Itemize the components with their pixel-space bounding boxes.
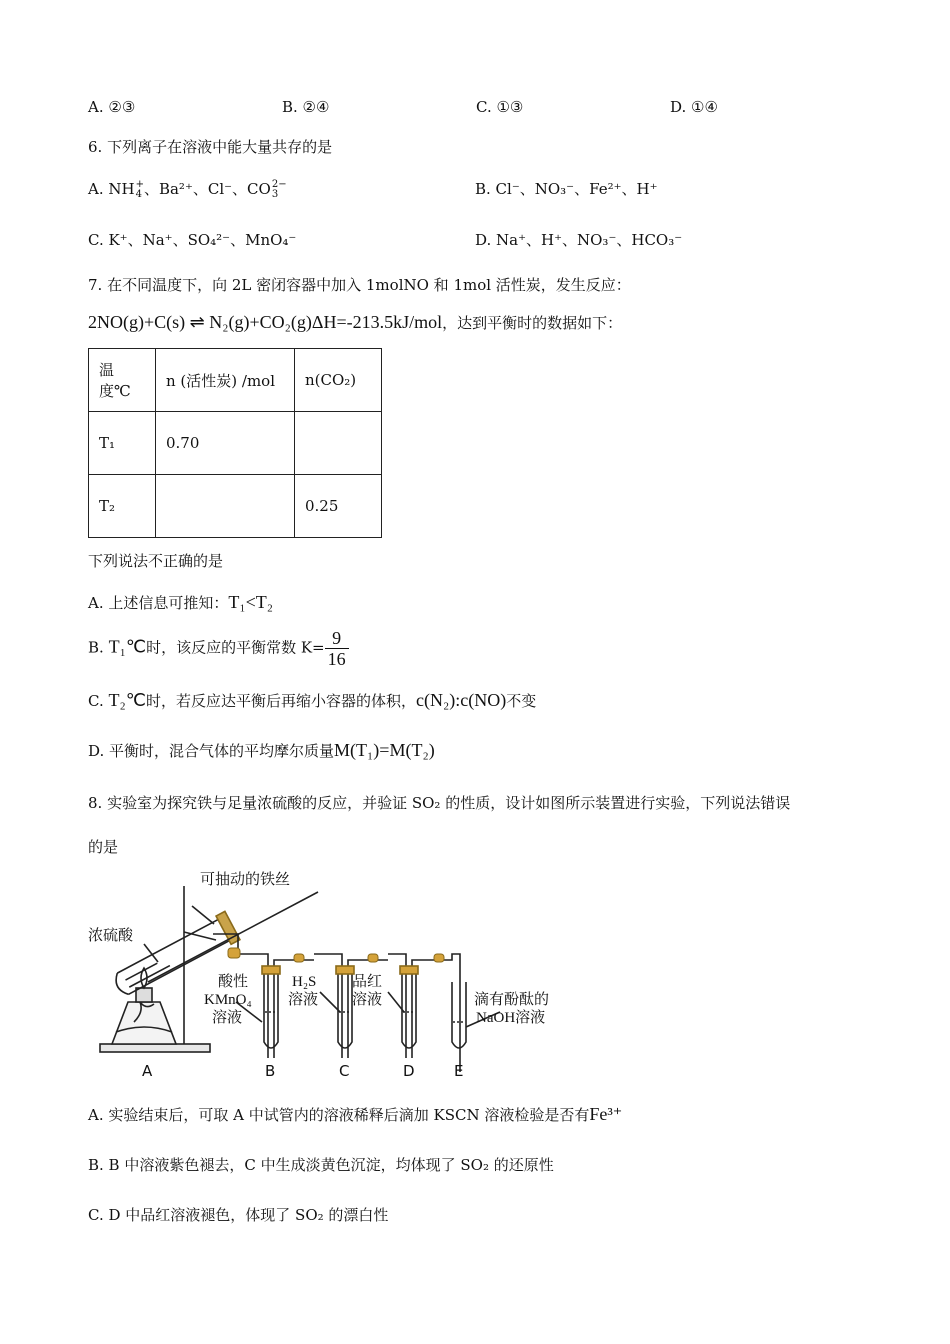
q5-option-c: C. ①③: [476, 98, 524, 116]
label-d-2: 溶液: [352, 990, 383, 1008]
table-header-temp: 温度℃: [89, 349, 156, 412]
table-row: [89, 412, 382, 475]
letter-c: C: [339, 1062, 350, 1080]
q6-option-a: A. NH + 4 、Ba²⁺、Cl⁻、CO 2− 3: [88, 179, 287, 200]
q8-option-b: B. B 中溶液紫色褪去，C 中生成淡黄色沉淀，均体现了 SO₂ 的还原性: [88, 1156, 554, 1174]
table-cell: 0.25: [295, 475, 382, 538]
table-row: [89, 475, 382, 538]
letter-d: D: [403, 1062, 415, 1080]
table-header-row: [89, 349, 382, 412]
label-iron-wire: 可抽动的铁丝: [200, 870, 291, 888]
q7-option-a: A. 上述信息可推知：T₁<T₂: [88, 592, 274, 612]
q7-data-table: [88, 348, 382, 538]
alcohol-burner: [112, 1002, 176, 1044]
table-header-co2: n(CO₂): [295, 349, 382, 412]
apparatus-diagram: [88, 862, 608, 1084]
q7-stem: 7. 在不同温度下，向 2L 密闭容器中加入 1molNO 和 1mol 活性炭，发生反应：: [88, 276, 631, 294]
q7-option-c: C. T₂℃时，若反应达平衡后再缩小容器的体积，c(N₂):c(NO)不变: [88, 690, 537, 710]
letter-e: E: [454, 1062, 464, 1080]
table-header-carbon: n (活性炭) /mol: [156, 349, 295, 412]
label-e-1: 滴有酚酞的: [474, 990, 550, 1008]
letter-b: B: [265, 1062, 276, 1080]
table-cell: 0.70: [156, 412, 295, 475]
table-cell: T₁: [89, 412, 156, 475]
q8-option-c: C. D 中品红溶液褪色，体现了 SO₂ 的漂白性: [88, 1206, 389, 1224]
q7-option-b: B. T₁℃时，该反应的平衡常数 K= $\frac{9}{16}$: [88, 628, 349, 669]
q6-option-c: C. K⁺、Na⁺、SO₄²⁻、MnO₄⁻: [88, 231, 297, 249]
q6-option-b: B. Cl⁻、NO₃⁻、Fe²⁺、H⁺: [475, 180, 658, 198]
label-c-1: H₂S: [292, 974, 317, 990]
q7-equation: 2NO(g)+C(s) ⇌ N₂(g)+CO₂(g)ΔH=-213.5kJ/mol: [88, 312, 443, 332]
label-b-1: 酸性: [218, 972, 249, 990]
q7-equation-tail: ，达到平衡时的数据如下：: [442, 314, 623, 332]
table-cell: [156, 475, 295, 538]
q6-option-d: D. Na⁺、H⁺、NO₃⁻、HCO₃⁻: [475, 231, 683, 249]
q5-options: [88, 98, 864, 116]
test-tube-d: [400, 966, 418, 1048]
table-cell: T₂: [89, 475, 156, 538]
q8-stem-2: 的是: [88, 838, 119, 856]
q7-ask: 下列说法不正确的是: [88, 552, 224, 570]
label-acid: 浓硫酸: [88, 926, 134, 944]
stand-base: [100, 1044, 210, 1052]
q8-option-a: A. 实验结束后，可取 A 中试管内的溶液稀释后滴加 KSCN 溶液检验是否有Fe³⁺: [88, 1104, 623, 1124]
label-b-2: KMnO₄: [204, 992, 252, 1008]
iron-wire: [148, 892, 318, 982]
label-c-2: 溶液: [288, 990, 319, 1008]
fraction: $\frac{9}{16}$: [325, 628, 349, 669]
test-tube-b: [262, 966, 280, 1048]
q5-option-b: B. ②④: [282, 98, 330, 116]
q6-stem: 6. 下列离子在溶液中能大量共存的是: [88, 138, 333, 156]
test-tube-e: [452, 982, 466, 1048]
q5-option-d: D. ①④: [670, 98, 718, 116]
q5-option-a: A. ②③: [88, 98, 136, 116]
label-d-1: 品红: [352, 972, 383, 990]
q7-option-d: D. 平衡时，混合气体的平均摩尔质量M(T₁)=M(T₂): [88, 740, 435, 760]
letter-a: A: [142, 1062, 153, 1080]
table-cell: [295, 412, 382, 475]
label-e-2: NaOH溶液: [476, 1010, 546, 1026]
q7-equation-line: [88, 312, 622, 333]
label-b-3: 溶液: [212, 1008, 243, 1026]
q8-stem-1: 8. 实验室为探究铁与足量浓硫酸的反应，并验证 SO₂ 的性质，设计如图所示装置进行实验，下列说法错误: [88, 794, 791, 812]
